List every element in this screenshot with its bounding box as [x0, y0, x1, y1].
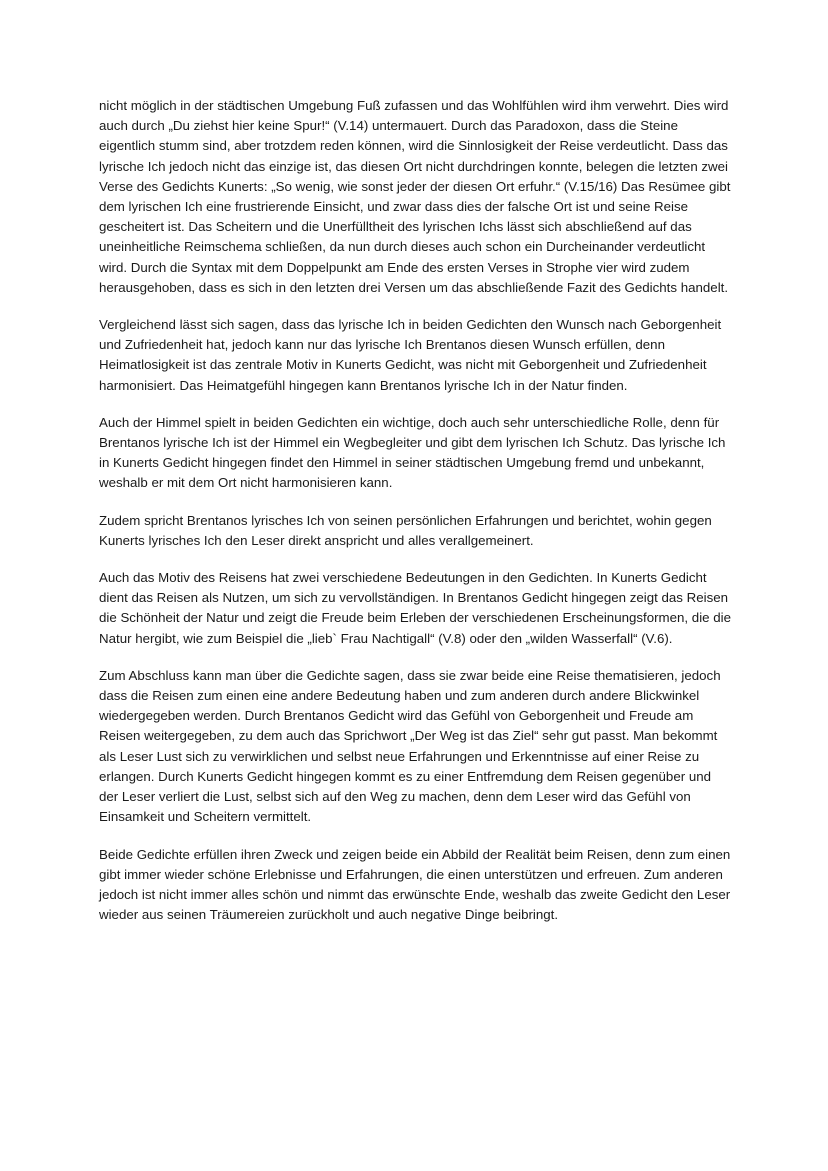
paragraph-7: Beide Gedichte erfüllen ihren Zweck und zeigen beide ein Abbild der Realität beim Reisen, denn zum einen gibt immer wieder schöne Erlebnisse und Erfahrungen, die einen unterstützen und erfreuen. Zum anderen jedoch ist nicht immer alles schön und nimmt das erwünschte Ende, weshalb das zweite Gedicht den Leser wieder aus seinen Träumereien zurückholt und auch negative Dinge beibringt.: [99, 846, 731, 923]
paragraph-2: Vergleichend lässt sich sagen, dass das lyrische Ich in beiden Gedichten den Wunsch nach Geborgenheit und Zufriedenheit hat, jedoch kann nur das lyrische Ich Brentanos diesen Wunsch erfüllen, denn Heimatlosigkeit ist das zentrale Motiv in Kunerts Gedicht, was nicht mit Geborgenheit und Zufriedenheit harmonisiert. Das Heimatgefühl hingegen kann Brentanos lyrische Ich in der Natur finden.: [99, 317, 722, 393]
paragraph-4: Zudem spricht Brentanos lyrisches Ich von seinen persönlichen Erfahrungen und berichtet, wohin gegen Kunerts lyrisches Ich den Leser direkt anspricht und alles verallgemeinert.: [99, 512, 712, 548]
paragraph-3: Auch der Himmel spielt in beiden Gedichten ein wichtige, doch auch sehr unterschiedliche Rolle, denn für Brentanos lyrische Ich ist der Himmel ein Wegbegleiter und gibt dem lyrischen Ich Schutz. Das lyrische Ich in Kunerts Gedicht hingegen findet den Himmel in seiner städtischen Umgebung fremd und unbekannt, weshalb er mit dem Ort nicht harmonisieren kann.: [99, 414, 726, 491]
paragraph-6: Zum Abschluss kann man über die Gedichte sagen, dass sie zwar beide eine Reise thematisieren, jedoch dass die Reisen zum einen eine andere Bedeutung haben und zum anderen durch andere Blickwinkel wiedergegeben werden. Durch Brentanos Gedicht wird das Gefühl von Geborgenheit und Freude am Reisen weitergegeben, zu dem auch das Sprichwort „Der Weg ist das Ziel“ sehr gut passt. Man bekommt als Leser Lust sich zu verwirklichen und selbst neue Erfahrungen und Erkenntnisse auf einer Reise zu erlangen. Durch Kunerts Gedicht hingegen kommt es zu einer Entfremdung dem Reisen gegenüber und der Leser verliert die Lust, selbst sich auf den Weg zu machen, denn dem Leser wird das Gefühl von Einsamkeit und Scheitern vermittelt.: [99, 667, 721, 825]
paragraph-1: nicht möglich in der städtischen Umgebung Fuß zufassen und das Wohlfühlen wird ihm verwehrt. Dies wird auch durch „Du ziehst hier keine Spur!“ (V.14) untermauert. Durch das Paradoxon, dass die Steine eigentlich stumm sind, aber trotzdem reden können, wird die Sinnlosigkeit der Reise verdeutlicht. Dass das lyrische Ich jedoch nicht das einzige ist, das diesen Ort nicht durchdringen konnte, belegen die letzten zwei Verse des Gedichts Kunerts: „So wenig, wie sonst jeder der diesen Ort erfuhr.“ (V.15/16) Das Resümee gibt dem lyrischen Ich eine frustrierende Einsicht, und zwar dass dies der falsche Ort ist und seine Reise gescheitert ist. Das Scheitern und die Unerfülltheit des lyrischen Ichs lässt sich abschließend auf das uneinheitliche Reimschema schließen, da nun durch dieses auch schon ein Durcheinander verdeutlicht wird. Durch die Syntax mit dem Doppelpunkt am Ende des ersten Verses in Strophe vier wird zudem herausgehoben, dass es sich in den letzten drei Versen um das abschließende Fazit des Gedichts handelt.: [99, 98, 731, 295]
paragraph-5: Auch das Motiv des Reisens hat zwei verschiedene Bedeutungen in den Gedichten. In Kunerts Gedicht dient das Reisen als Nutzen, um sich zu vervollständigen. In Brentanos Gedicht hingegen zeigt das Reisen die Schönheit der Natur und zeigt die Freude beim Erleben der verschiedenen Erscheinungsformen, die die Natur hergibt, wie zum Beispiel die „lieb` Frau Nachtigall“ (V.8) oder den „wilden Wasserfall“ (V.6).: [99, 570, 731, 646]
